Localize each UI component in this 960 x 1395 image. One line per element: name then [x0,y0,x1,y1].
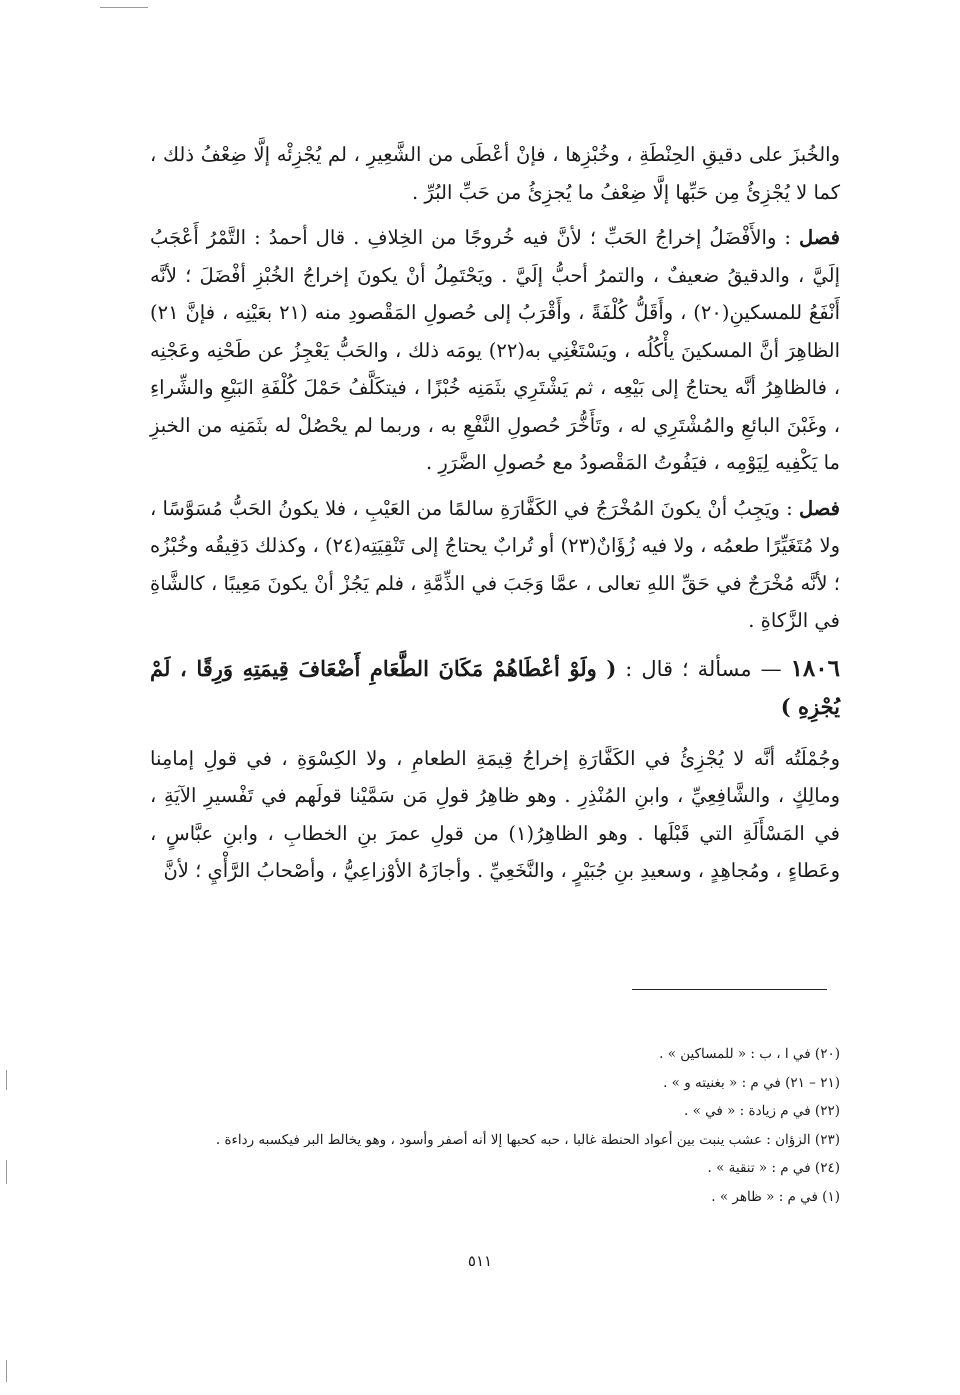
footnote: (٢٤) في م : « تنقية » . [707,1160,840,1176]
scan-edge-mark [6,1360,7,1382]
footnote: (١) في م : « ظاهر » . [711,1188,840,1205]
masala-quote: ( ولَوْ أعْطَاهُمْ مَكَانَ الطَّعَامِ أَضْعَافَ قِيمَتِهِ وَرِقًا ، لَمْ يُجْزِهِ ) [150,655,840,719]
footnotes [150,1040,840,1211]
footnote: (٢٢) في م زيادة : « في » . [684,1103,840,1119]
scan-edge-mark [6,1070,7,1090]
paragraph-text: : والأَفْضَلُ إخراجُ الحَبِّ ؛ لأنَّ فيه خُروجًا من الخِلافِ . قال أحمدُ : التَّمْرُ أَعْجَبُ إلَيَّ ، والدقيقُ ضعيفٌ ، والتمرُ أحبُّ إلَيَّ . ويَحْتَمِلُ أنْ يكونَ إخراجُ الخُبْزِ أفْضَلَ ؛ لأنَّه أَنْفَعُ للمسكينِ(٢٠) ، وأَقَلُّ كُلْفَةً ، وأَقْرَبُ إلى حُصولِ المَقْصودِ منه (٢١ بعَيْنِه ، فإنَّ ٢١) الظاهِرَ أنَّ المسكينَ يأْكُلُه ، ويَسْتَغْنِي به(٢٢) يومَه ذلك ، والحَبُّ يَعْجِزُ عن طَحْنِه وعَجْنِه ، فالظاهِرُ أنَّه يحتاجُ إلى بَيْعِه ، ثم يَشْتَرِي بثَمَنِه خُبْزًا ، فيتكَلَّفُ حَمْلَ كُلْفَةِ البَيْعِ والشِّراءِ ، وغَبْنَ البائعِ والمُشْتَرِي له ، وتَأَخُّرَ حُصولِ النَّفْعِ به ، وربما لم يحْصُلْ له بثَمَنِه من الخبزِ ما يَكْفِيه لِيَوْمِه ، فيَفُوتُ المَقْصودُ مع حُصولِ الضَّرَرِ . [150,226,841,474]
paragraph-text: : ويَجِبُ أنْ يكونَ المُخْرَجُ في الكَفَّارَةِ سالمًا من العَيْبِ ، فلا يكونُ الحَبُّ مُسَوَّسًا ، ولا مُتَغَيِّرًا طعمُه ، ولا فيه زُؤَانٌ(٢٣) أو تُرابٌ يحتاجُ إلى تَنْقِيَتِه(٢٤) ، وكذلك دَقِيقُه وخُبْزُه ؛ لأنَّه مُخْرَجٌ في حَقِّ اللهِ تعالى ، عمَّا وَجَبَ في الذِّمَّةِ ، فلم يَجُزْ أنْ يكونَ مَعِيبًا ، كالشَّاةِ في الزَّكاةِ . [150,496,840,632]
scan-edge-mark [100,7,148,8]
scan-edge-mark [6,1160,7,1184]
paragraph-fasl-best-payment [150,219,840,482]
page-number: ٥١١ [467,1252,493,1270]
paragraph-fasl-soundness [150,490,840,640]
masala-label: — مسألة ؛ قال : [625,656,782,681]
section-heading-fasl: فصل [799,226,840,249]
footnote: (٢٠) في ا ، ب : « للمساكين » . [659,1046,840,1062]
paragraph-continuation [150,136,840,211]
footnote: (٢٣) الزؤان : عشب ينبت بين أعواد الحنطة غالبا ، حبه كحبها إلا أنه أصفر وأسود ، وهو يخالط البر فيكسبه رداءة . [215,1131,840,1148]
masala-number: ١٨٠٦ [790,654,840,682]
paragraph-text: والخُبزَ على دقيقِ الحِنْطَةِ ، وخُبْزِها ، فإنْ أعْطَى من الشَّعِيرِ ، لم يُجْزِئْه إلَّا ضِعْفُ ذلك ، كما لا يُجْزِئُ مِن حَبِّها إلَّا ضِعْفُ ما يُجزِئُ من حَبِّ البُرِّ . [150,143,840,204]
footnote: (٢١ – ٢١) في م : « بغنيته و » . [663,1074,840,1091]
section-heading-fasl: فصل [799,496,840,520]
paragraph-text: وجُمْلَتُه أنَّه لا يُجْزِئُ في الكَفَّارَةِ إخراجُ قِيمَةِ الطعامِ ، ولا الكِسْوَةِ ، في قولِ إمامِنا ومالِكٍ ، والشَّافِعِيِّ ، وابنِ المُنْذِرِ . وهو ظاهِرُ قولِ مَن سَمَّيْنا قولَهم في تَفْسيرِ الآيَةِ ، في المَسْأَلَةِ التي قَبْلَها . وهو الظاهِرُ(١) من قولِ عمرَ بنِ الخطابِ ، وابنِ عبَّاسٍ ، وعَطاءٍ ، ومُجاهِدٍ ، وسعيدِ بنِ جُبَيْرٍ ، والنَّخَعِيِّ . وأجازَهُ الأوْزاعِيُّ ، وأصْحابُ الرَّأْيِ ؛ لأنَّ [150,746,841,882]
page-body [150,136,840,898]
masala-heading [150,650,840,726]
paragraph-closing [150,740,840,890]
footnote-separator [632,989,827,990]
